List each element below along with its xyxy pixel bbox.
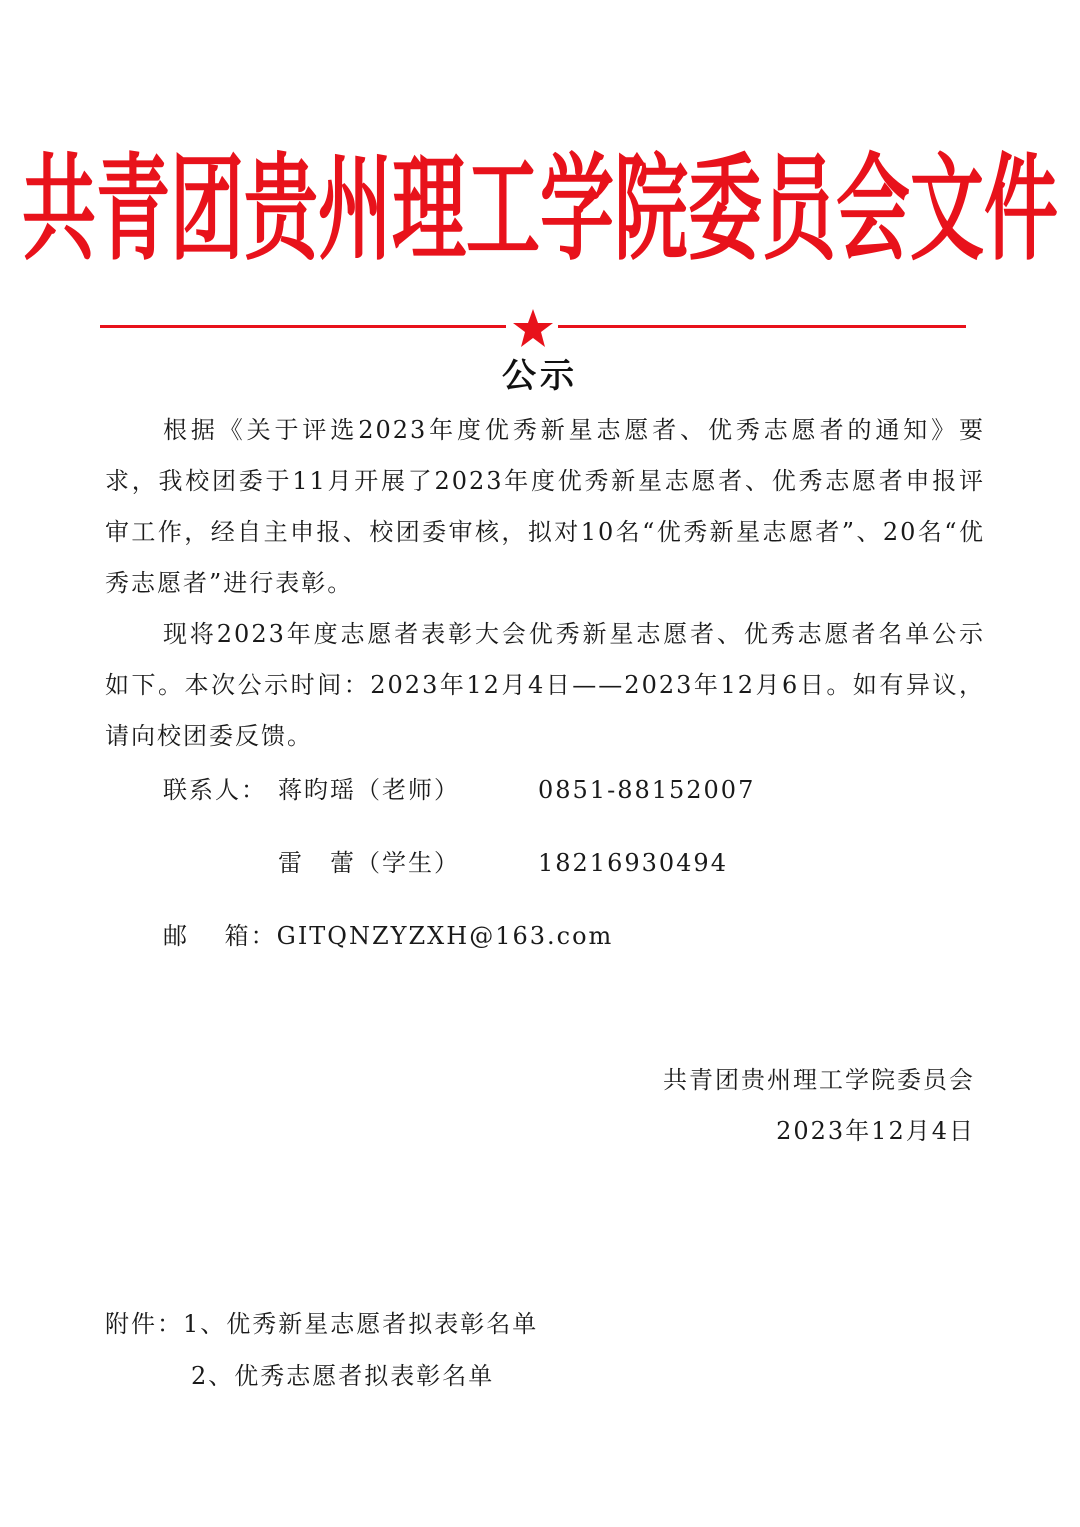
email-label: 邮 箱：	[163, 922, 277, 950]
divider-line-right	[558, 325, 966, 328]
signature-date: 2023年12月4日	[776, 1117, 975, 1145]
attachment-item: 2、优秀志愿者拟表彰名单	[191, 1362, 495, 1390]
body-paragraph-2: 现将2023年度志愿者表彰大会优秀新星志愿者、优秀志愿者名单公示如下。本次公示时间：2023年12月4日——2023年12月6日。如有异议，请向校团委反馈。	[105, 620, 985, 750]
email-address: GITQNZYZXH@163.com	[276, 922, 614, 950]
document-title: 公示	[502, 356, 578, 396]
contact-student-row	[163, 843, 728, 878]
signature-org: 共青团贵州理工学院委员会	[663, 1066, 975, 1094]
document-body	[105, 405, 985, 762]
contact-label: 联系人：	[163, 776, 267, 804]
contact-email-row	[163, 916, 613, 951]
masthead-title: 共青团贵州理工学院委员会文件	[22, 143, 1058, 277]
body-paragraph-1: 根据《关于评选2023年度优秀新星志愿者、优秀志愿者的通知》要求，我校团委于11月开展了2023年度优秀新星志愿者、优秀志愿者申报评审工作，经自主申报、校团委审核，拟对10名“优秀新星志愿者”、20名“优秀志愿者”进行表彰。	[105, 416, 985, 597]
attachments-label: 附件：	[105, 1310, 183, 1338]
attachments	[105, 1298, 538, 1402]
attachment-item: 1、优秀新星志愿者拟表彰名单	[183, 1310, 539, 1338]
star-icon	[512, 308, 554, 348]
contact-teacher-phone: 0851-88152007	[538, 776, 756, 804]
divider-line-left	[100, 325, 506, 328]
contact-teacher-row	[163, 770, 755, 805]
masthead	[0, 140, 1080, 280]
contact-student-name: 雷 蕾（学生）	[278, 849, 460, 877]
attachment-row-1	[105, 1298, 538, 1350]
contact-teacher-name: 蒋昀瑶（老师）	[278, 776, 460, 804]
red-divider	[100, 308, 966, 344]
attachment-row-2	[105, 1350, 538, 1402]
contact-student-phone: 18216930494	[538, 849, 728, 877]
